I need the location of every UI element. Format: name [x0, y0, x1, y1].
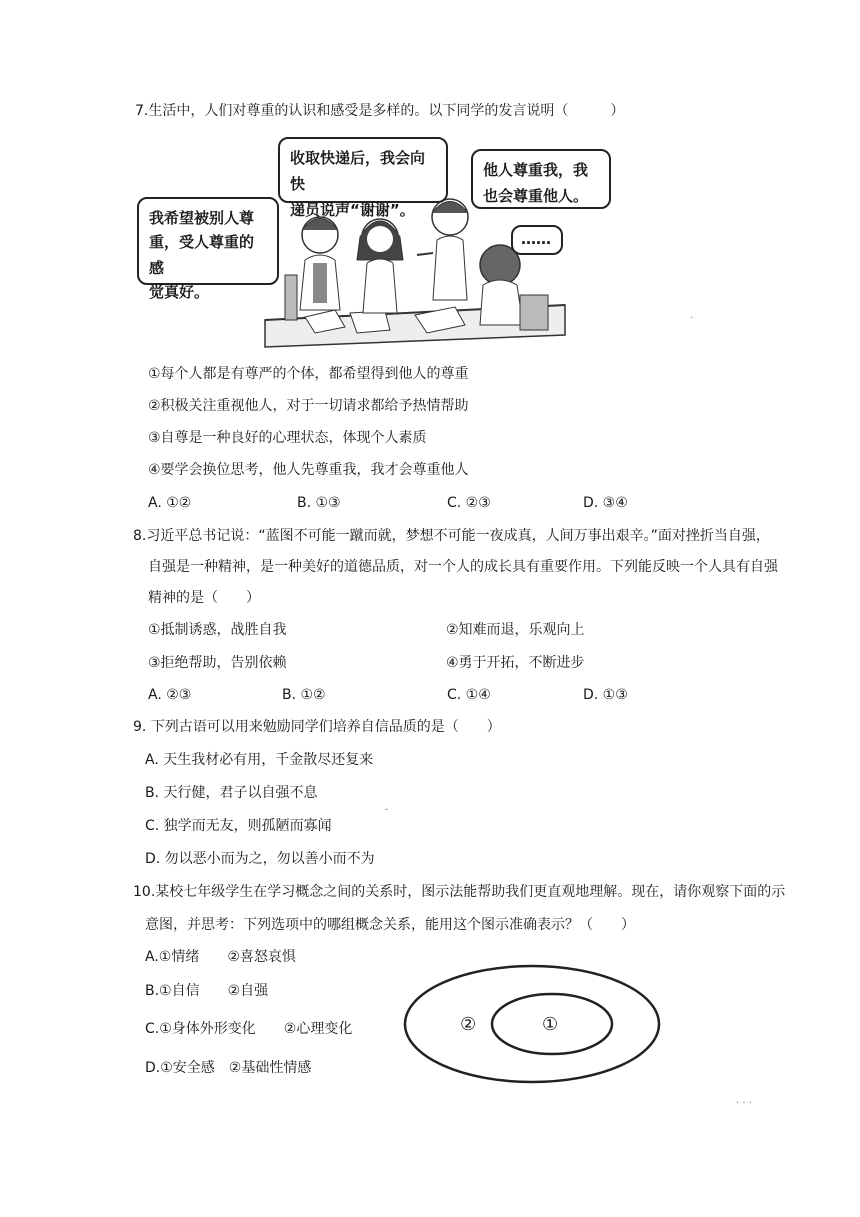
q7-illustration: [135, 135, 615, 350]
q10-option-a[interactable]: A.①情绪 ②喜怒哀惧: [145, 949, 296, 965]
bubble-right-line: 也会尊重他人。: [483, 187, 589, 205]
inner-label: ①: [542, 1014, 559, 1035]
q9-option-b[interactable]: B. 天行健，君子以自强不息: [145, 785, 318, 801]
q7-statement-2: ②积极关注重视他人，对于一切请求都给予热情帮助: [148, 398, 469, 414]
q10-stem-line-1: 10.某校七年级学生在学习概念之间的关系时，图示法能帮助我们更直观地理解。现在，请你观察下面的示: [133, 884, 786, 900]
q7-option-b[interactable]: B. ①③: [297, 495, 341, 511]
scan-speckle: ·: [690, 313, 694, 324]
q7-statement-1: ①每个人都是有尊严的个体，都希望得到他人的尊重: [148, 366, 469, 382]
q7-statement-4: ④要学会换位思考，他人先尊重我，我才会尊重他人: [148, 462, 469, 478]
q10-stem-line-2: 意图，并思考：下列选项中的哪组概念关系，能用这个图示准确表示？（ ）: [145, 917, 635, 933]
q8-option-c[interactable]: C. ①④: [447, 687, 491, 703]
speech-bubble-middle: [278, 137, 448, 219]
speech-bubble-right: [471, 149, 611, 209]
q7-stem: 7.生活中，人们对尊重的认识和感受是多样的。以下同学的发言说明（ ）: [135, 103, 625, 119]
q8-stem-line-1: 8.习近平总书记说：“蓝图不可能一蹴而就，梦想不可能一夜成真，人间万事出艰辛。”面对挫折当自强，: [133, 528, 770, 544]
q10-option-b[interactable]: B.①自信 ②自强: [145, 983, 269, 999]
bubble-left-line: 觉真好。: [149, 283, 210, 301]
bubble-right-line: 他人尊重我，我: [483, 161, 589, 179]
scan-speckle: · · ·: [736, 1098, 752, 1109]
q9-option-d[interactable]: D. 勿以恶小而为之，勿以善小而不为: [145, 851, 375, 867]
q10-option-c[interactable]: C.①身体外形变化 ②心理变化: [145, 1021, 353, 1037]
q7-option-a[interactable]: A. ①②: [148, 495, 192, 511]
bubble-mid-line: 递员说声“谢谢”。: [290, 201, 415, 219]
bubble-mid-line: 收取快递后，我会向快: [290, 149, 426, 193]
q8-statement-3: ③拒绝帮助，告别依赖: [148, 655, 287, 671]
bubble-small-text: ……: [521, 230, 551, 248]
q9-option-c[interactable]: C. 独学而无友，则孤陋而寡闻: [145, 818, 332, 834]
bubble-left-line: 我希望被别人尊: [149, 209, 255, 227]
scan-speckle: ˍ: [384, 800, 389, 811]
q8-statement-1: ①抵制诱惑，战胜自我: [148, 622, 287, 638]
q7-statement-3: ③自尊是一种良好的心理状态，体现个人素质: [148, 430, 427, 446]
nested-concept-diagram: [400, 962, 670, 1092]
outer-label: ②: [460, 1014, 477, 1035]
q8-option-b[interactable]: B. ①②: [282, 687, 326, 703]
speech-bubble-left: [137, 197, 279, 301]
q9-option-a[interactable]: A. 天生我材必有用，千金散尽还复来: [145, 752, 374, 768]
speech-bubble-small: [511, 225, 563, 255]
q8-statement-2: ②知难而退，乐观向上: [446, 622, 585, 638]
q8-option-d[interactable]: D. ①③: [583, 687, 628, 703]
bubble-left-line: 重，受人尊重的感: [149, 233, 255, 277]
q9-stem: 9. 下列古语可以用来勉励同学们培养自信品质的是（ ）: [133, 719, 501, 735]
q7-option-c[interactable]: C. ②③: [447, 495, 491, 511]
q7-option-d[interactable]: D. ③④: [583, 495, 628, 511]
q8-stem-line-3: 精神的是（ ）: [148, 590, 260, 606]
q8-stem-line-2: 自强是一种精神，是一种美好的道德品质，对一个人的成长具有重要作用。下列能反映一个人具有自强: [148, 559, 778, 575]
q10-option-d[interactable]: D.①安全感 ②基础性情感: [145, 1060, 312, 1076]
outer-ellipse: [405, 966, 659, 1082]
q8-option-a[interactable]: A. ②③: [148, 687, 192, 703]
q8-statement-4: ④勇于开拓，不断进步: [446, 655, 585, 671]
